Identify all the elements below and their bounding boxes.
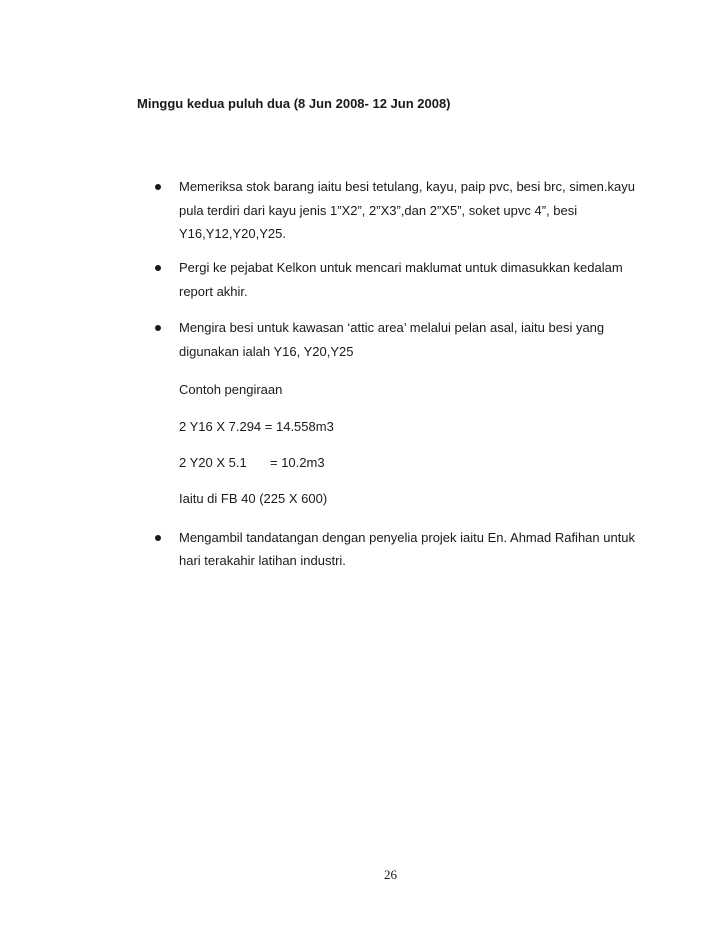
item-2-line-2: report akhir. (179, 284, 248, 299)
item-1-line-1: Memeriksa stok barang iaitu besi tetulang, kayu, paip pvc, besi brc, simen.kayu (179, 179, 635, 194)
bullet-icon (155, 265, 161, 271)
location-note: Iaitu di FB 40 (225 X 600) (179, 491, 328, 506)
week-heading: Minggu kedua puluh dua (8 Jun 2008- 12 Jun 2008) (137, 96, 451, 111)
item-1-line-2: pula terdiri dari kayu jenis 1”X2”, 2”X3”,dan 2”X5”, soket upvc 4”, besi (179, 203, 578, 218)
calculation-1: 2 Y16 X 7.294 = 14.558m3 (179, 419, 334, 434)
item-4-line-2: hari terakahir latihan industri. (179, 553, 346, 568)
item-3-line-2: digunakan ialah Y16, Y20,Y25 (179, 344, 354, 359)
bullet-icon (155, 325, 161, 331)
page-number: 26 (384, 867, 397, 882)
item-2-line-1: Pergi ke pejabat Kelkon untuk mencari maklumat untuk dimasukkan kedalam (179, 260, 623, 275)
calculation-2-right: = 10.2m3 (270, 455, 325, 470)
bullet-icon (155, 184, 161, 190)
item-1-line-3: Y16,Y12,Y20,Y25. (179, 226, 286, 241)
item-4-line-1: Mengambil tandatangan dengan penyelia projek iaitu En. Ahmad Rafihan untuk (179, 530, 636, 545)
calculation-2-left: 2 Y20 X 5.1 (179, 455, 247, 470)
bullet-icon (155, 535, 161, 541)
example-title: Contoh pengiraan (179, 382, 283, 397)
item-3-line-1: Mengira besi untuk kawasan ‘attic area’ melalui pelan asal, iaitu besi yang (179, 320, 605, 335)
